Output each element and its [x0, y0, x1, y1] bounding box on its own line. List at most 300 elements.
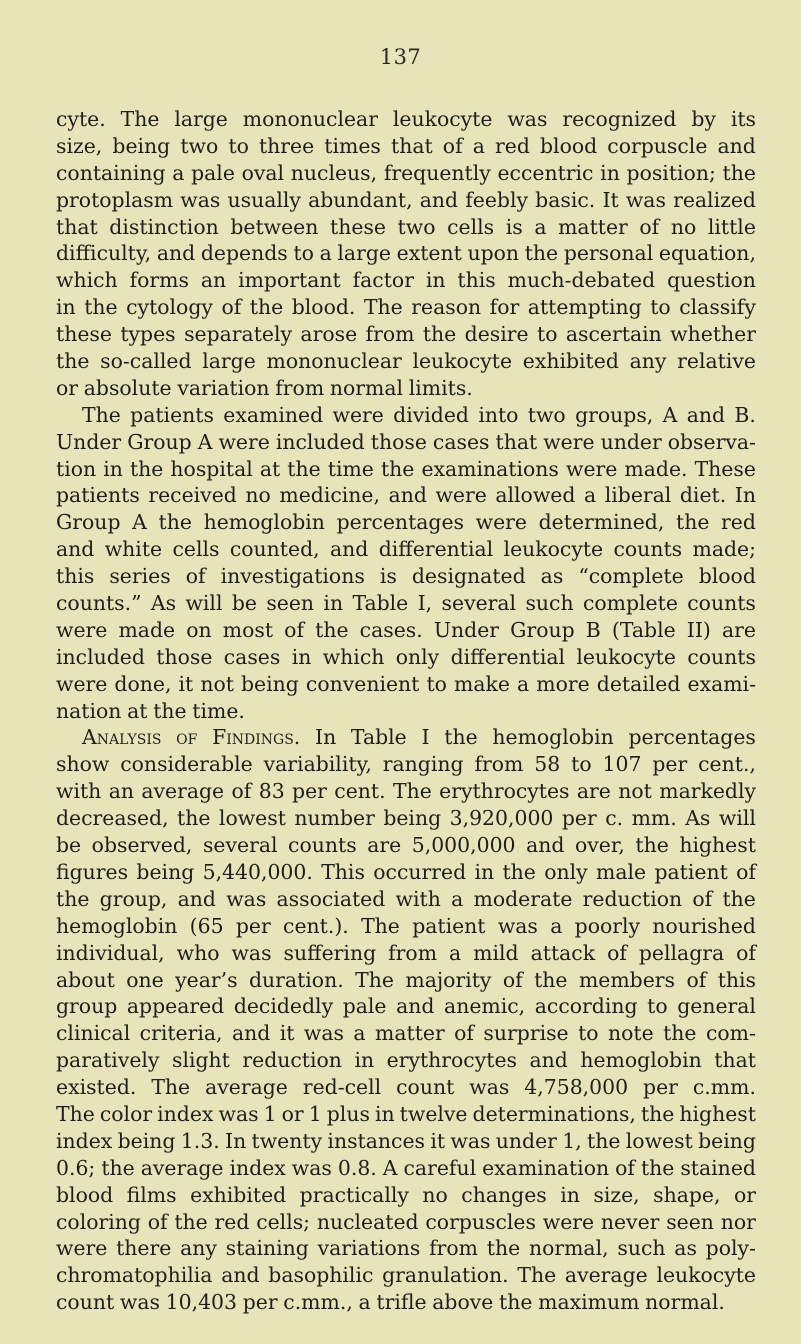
word: A — [662, 402, 678, 427]
word: realized — [673, 187, 756, 212]
word: was — [231, 940, 272, 965]
word: factor — [352, 268, 414, 293]
word: it — [279, 1021, 295, 1046]
word: mild — [473, 940, 519, 965]
word: leukocyte — [412, 349, 513, 374]
word: most — [222, 617, 274, 642]
word: It — [602, 187, 619, 212]
word: patient — [412, 913, 486, 938]
word: the — [287, 456, 321, 481]
word: in — [374, 1101, 395, 1126]
word: are — [576, 779, 611, 804]
word: In — [315, 725, 337, 750]
word: blood — [56, 1182, 114, 1207]
word: I, — [417, 591, 433, 616]
text-line — [56, 859, 756, 886]
word: associated — [276, 886, 386, 911]
word: variability, — [263, 752, 372, 777]
word: 83 — [258, 779, 285, 804]
word: are — [722, 617, 756, 642]
word: an — [108, 779, 134, 804]
word: detailed — [596, 671, 681, 696]
word: and — [396, 994, 435, 1019]
word: protoplasm — [56, 187, 174, 212]
word: normal, — [528, 1236, 609, 1261]
word: divided — [393, 402, 469, 427]
word: to — [571, 752, 592, 777]
word: from — [474, 752, 524, 777]
text-line — [56, 805, 756, 832]
word: This — [321, 859, 365, 884]
word: variation — [177, 375, 270, 400]
word: per — [652, 752, 688, 777]
word: will — [718, 806, 756, 831]
word: the — [101, 1155, 135, 1180]
text-line — [56, 617, 756, 644]
word: blood — [698, 564, 756, 589]
word: duration. — [249, 967, 344, 992]
word: in — [103, 456, 123, 481]
word: the — [315, 617, 349, 642]
word: size, — [56, 133, 103, 158]
word: Table — [352, 591, 409, 616]
word: chromatophilia — [56, 1263, 213, 1288]
word: maximum — [538, 1290, 640, 1315]
word: hospital — [170, 456, 253, 481]
word: be — [56, 833, 82, 858]
word: three — [258, 133, 315, 158]
word: from — [275, 375, 325, 400]
word: c. — [605, 806, 624, 831]
text-line — [56, 644, 756, 671]
word: forms — [129, 268, 189, 293]
word: nucleus, — [290, 160, 378, 185]
word: occurred — [373, 859, 467, 884]
text-line — [56, 698, 756, 725]
text-line — [56, 456, 756, 483]
word: cells; — [256, 1209, 311, 1234]
word: show — [56, 752, 110, 777]
word: frequently — [383, 160, 491, 185]
word: corpuscles — [425, 1209, 536, 1234]
word: over, — [574, 833, 625, 858]
word: observa- — [667, 429, 756, 454]
word: no — [422, 1182, 448, 1207]
word: a — [319, 241, 332, 266]
word: separately — [184, 322, 293, 347]
text-line — [56, 1128, 756, 1155]
word: several — [441, 591, 517, 616]
word: examinations — [421, 456, 559, 481]
word: designated — [411, 564, 526, 589]
word: twenty — [251, 1128, 323, 1153]
word: types — [120, 322, 176, 347]
word: practically — [299, 1182, 409, 1207]
word: normal — [329, 375, 404, 400]
word: a — [534, 214, 547, 239]
word: the — [676, 510, 710, 535]
word: poorly — [574, 913, 641, 938]
word: coloring — [56, 1209, 141, 1234]
word: 1, — [562, 1128, 582, 1153]
word: to — [537, 322, 558, 347]
word: The — [120, 107, 160, 131]
word: above — [432, 1290, 494, 1315]
word: size, — [593, 1182, 640, 1207]
word: appeared — [126, 994, 225, 1019]
word: the — [486, 1236, 521, 1261]
word: at — [127, 698, 148, 723]
word: little — [707, 214, 756, 239]
word: the — [663, 1021, 697, 1046]
word: a — [583, 483, 597, 508]
word: were — [565, 456, 618, 481]
word: per — [643, 1075, 678, 1100]
word: such — [617, 1236, 666, 1261]
word: were — [56, 1236, 108, 1261]
word: group — [56, 994, 118, 1019]
word: and — [717, 133, 756, 158]
word: The — [56, 1101, 95, 1126]
word: of — [442, 133, 463, 158]
word: included — [56, 644, 145, 669]
text-line — [56, 1182, 756, 1209]
word: I — [421, 725, 430, 750]
word: index — [56, 1128, 113, 1153]
word: paratively — [56, 1048, 160, 1073]
word: was — [218, 1101, 259, 1126]
word: the — [499, 1290, 533, 1315]
word: according — [534, 994, 638, 1019]
word: much-debated — [507, 268, 656, 293]
word: and — [231, 1021, 271, 1046]
word: twelve — [399, 1101, 468, 1126]
word: of — [686, 967, 707, 992]
word: and — [526, 833, 565, 858]
word: a — [353, 1021, 366, 1046]
word: erythrocytes — [439, 779, 570, 804]
word: cent. — [334, 779, 386, 804]
word: blood. — [291, 295, 356, 320]
word: reduction — [242, 1048, 342, 1073]
word: leukocyte — [576, 644, 676, 669]
word: the — [56, 349, 90, 374]
word: decreased, — [56, 806, 169, 831]
word: are — [367, 833, 402, 858]
word: a — [550, 913, 563, 938]
word: which — [322, 644, 385, 669]
word: done, — [114, 671, 172, 696]
word: lowest — [625, 1128, 693, 1153]
text-line — [56, 214, 756, 241]
text-line — [56, 267, 756, 294]
text-line — [56, 751, 756, 778]
word: mm. — [631, 806, 677, 831]
word: index — [157, 1101, 214, 1126]
word: determinations, — [472, 1101, 636, 1126]
word: was — [469, 1075, 510, 1100]
word: to — [578, 1021, 599, 1046]
word: normal. — [645, 1290, 725, 1315]
word: with — [56, 779, 102, 804]
word: groups, — [575, 402, 654, 427]
word: exami- — [687, 671, 756, 696]
word: two — [180, 133, 219, 158]
word: a — [517, 671, 530, 696]
word: were — [218, 429, 270, 454]
word: red — [495, 133, 530, 158]
word: plus — [326, 1101, 370, 1126]
word: count — [396, 1075, 455, 1100]
word: it — [430, 1128, 446, 1153]
page-number: 137 — [379, 45, 422, 69]
word: important — [238, 268, 341, 293]
word: was — [119, 1290, 160, 1315]
word: count — [56, 1290, 115, 1315]
word: counts — [687, 644, 756, 669]
word: arose — [300, 322, 358, 347]
word: Group — [510, 617, 575, 642]
word: its — [730, 107, 756, 131]
word: the — [502, 859, 536, 884]
word: 5,000,000 — [411, 833, 516, 858]
word: were — [542, 1209, 595, 1234]
word: leukocyte — [392, 107, 493, 131]
word: allowed — [495, 483, 576, 508]
word: made; — [692, 537, 756, 562]
word: times — [324, 133, 381, 158]
word: 10,403 — [165, 1290, 237, 1315]
word: two — [397, 214, 436, 239]
word: the — [84, 295, 118, 320]
body-text — [56, 106, 756, 1316]
word: feebly — [465, 187, 529, 212]
word: eccentric — [497, 160, 594, 185]
word: were — [56, 617, 108, 642]
word: and — [419, 187, 459, 212]
text-line — [56, 1235, 756, 1262]
word: 1 — [263, 1101, 277, 1126]
word: exhibited — [190, 1182, 287, 1207]
word: In — [225, 1128, 247, 1153]
word: index — [229, 1155, 286, 1180]
word: equation, — [658, 241, 756, 266]
word: to — [293, 241, 314, 266]
word: of — [284, 617, 304, 642]
word: oval — [241, 160, 285, 185]
word: decidedly — [233, 994, 334, 1019]
word: depends — [200, 241, 288, 266]
word: large — [174, 107, 228, 131]
word: percentages — [336, 510, 464, 535]
word: and — [329, 537, 369, 562]
word: leukocyte — [503, 537, 604, 562]
section-heading-word: of — [176, 725, 198, 750]
word: ranging — [382, 752, 464, 777]
word: these — [330, 214, 386, 239]
word: and — [686, 402, 726, 427]
word: As — [150, 591, 177, 616]
text-line — [56, 106, 756, 133]
word: the — [524, 241, 559, 266]
text-line — [56, 348, 756, 375]
word: it — [178, 671, 194, 696]
word: patients — [130, 402, 214, 427]
word: The — [151, 1075, 191, 1100]
word: only — [544, 859, 588, 884]
word: II) — [686, 617, 711, 642]
word: hemoglobin — [492, 725, 614, 750]
word: about — [56, 967, 115, 992]
word: was — [625, 187, 666, 212]
word: 0.6; — [56, 1155, 96, 1180]
word: nation — [56, 698, 122, 723]
word: in — [600, 160, 620, 185]
word: the — [153, 698, 187, 723]
word: and — [388, 483, 427, 508]
word: to — [650, 295, 671, 320]
word: so-called — [100, 349, 192, 374]
word: note — [607, 1021, 654, 1046]
text-line — [56, 240, 756, 267]
word: a — [358, 1290, 371, 1315]
word: 1 — [308, 1101, 322, 1126]
word: time — [327, 456, 374, 481]
word: the — [722, 886, 756, 911]
word: differential — [378, 537, 494, 562]
word: usually — [227, 187, 301, 212]
word: patient — [654, 859, 728, 884]
word: Under — [433, 617, 500, 642]
word: counted, — [229, 537, 320, 562]
word: red-cell — [302, 1075, 382, 1100]
word: attempting — [527, 295, 642, 320]
section-heading-word: Findings. — [212, 725, 301, 750]
word: members — [578, 967, 676, 992]
word: reduction — [582, 886, 683, 911]
word: cent., — [698, 752, 756, 777]
text-line — [56, 402, 756, 429]
word: male — [596, 859, 647, 884]
word: leukocyte — [656, 1263, 756, 1288]
word: that — [495, 429, 538, 454]
word: cent.). — [283, 913, 349, 938]
word: The — [363, 295, 403, 320]
word: being — [112, 133, 171, 158]
word: pale — [191, 160, 235, 185]
word: being — [383, 806, 442, 831]
word: the — [422, 322, 457, 347]
word: instances — [327, 1128, 425, 1153]
word: the — [249, 295, 284, 320]
word: examined — [223, 402, 324, 427]
word: of — [607, 940, 627, 965]
word: desire — [464, 322, 529, 347]
word: (Table — [611, 617, 676, 642]
word: recognized — [562, 107, 677, 131]
word: highest — [679, 833, 756, 858]
word: percentages — [628, 725, 756, 750]
word: convenient — [305, 671, 420, 696]
text-line — [56, 1020, 756, 1047]
word: were — [332, 402, 384, 427]
word: there — [116, 1236, 172, 1261]
word: attack — [530, 940, 596, 965]
word: The — [517, 1263, 557, 1288]
word: a — [449, 940, 462, 965]
word: of — [454, 1021, 474, 1046]
word: made. — [624, 456, 688, 481]
word: as — [674, 1236, 697, 1261]
word: mononuclear — [266, 349, 402, 374]
word: question — [667, 268, 756, 293]
word: from — [388, 940, 438, 965]
word: ascertain — [565, 322, 662, 347]
word: large — [202, 349, 256, 374]
word: was — [226, 886, 267, 911]
word: The — [355, 967, 394, 992]
word: Group — [127, 429, 192, 454]
word: by — [691, 107, 716, 131]
word: upon — [467, 241, 520, 266]
word: criteria, — [139, 1021, 223, 1046]
word: of — [615, 1155, 635, 1180]
word: existed. — [56, 1075, 137, 1100]
word: were — [543, 429, 595, 454]
word: under — [495, 1128, 557, 1153]
word: distinction — [109, 214, 219, 239]
text-line — [56, 187, 756, 214]
word: an — [200, 268, 227, 293]
word: staining — [225, 1236, 309, 1261]
word: to — [647, 994, 668, 1019]
word: in — [56, 295, 76, 320]
word: of — [185, 564, 206, 589]
word: at — [259, 456, 281, 481]
word: diet. — [679, 483, 727, 508]
word: in — [354, 1048, 375, 1073]
text-line — [56, 1101, 756, 1128]
word: into — [478, 402, 519, 427]
text-line — [56, 509, 756, 536]
text-line — [56, 160, 756, 187]
word: extent — [396, 241, 462, 266]
word: corpuscle — [607, 133, 708, 158]
word: A — [132, 510, 147, 535]
word: per — [242, 1290, 278, 1315]
word: the — [158, 510, 192, 535]
word: the — [444, 725, 478, 750]
word: make — [454, 671, 510, 696]
word: of — [736, 859, 756, 884]
text-line — [56, 886, 756, 913]
word: being — [136, 859, 195, 884]
word: counts — [613, 537, 683, 562]
word: 1.3. — [180, 1128, 220, 1153]
word: position; — [626, 160, 716, 185]
word: was — [450, 1128, 491, 1153]
word: number — [294, 806, 375, 831]
word: pellagra — [638, 940, 725, 965]
word: trifle — [376, 1290, 427, 1315]
word: differential — [450, 644, 566, 669]
word: 0.8. — [337, 1155, 377, 1180]
word: complete — [582, 591, 678, 616]
word: several — [202, 833, 278, 858]
word: The — [82, 402, 121, 427]
word: of — [147, 1209, 168, 1234]
word: containing — [56, 160, 166, 185]
